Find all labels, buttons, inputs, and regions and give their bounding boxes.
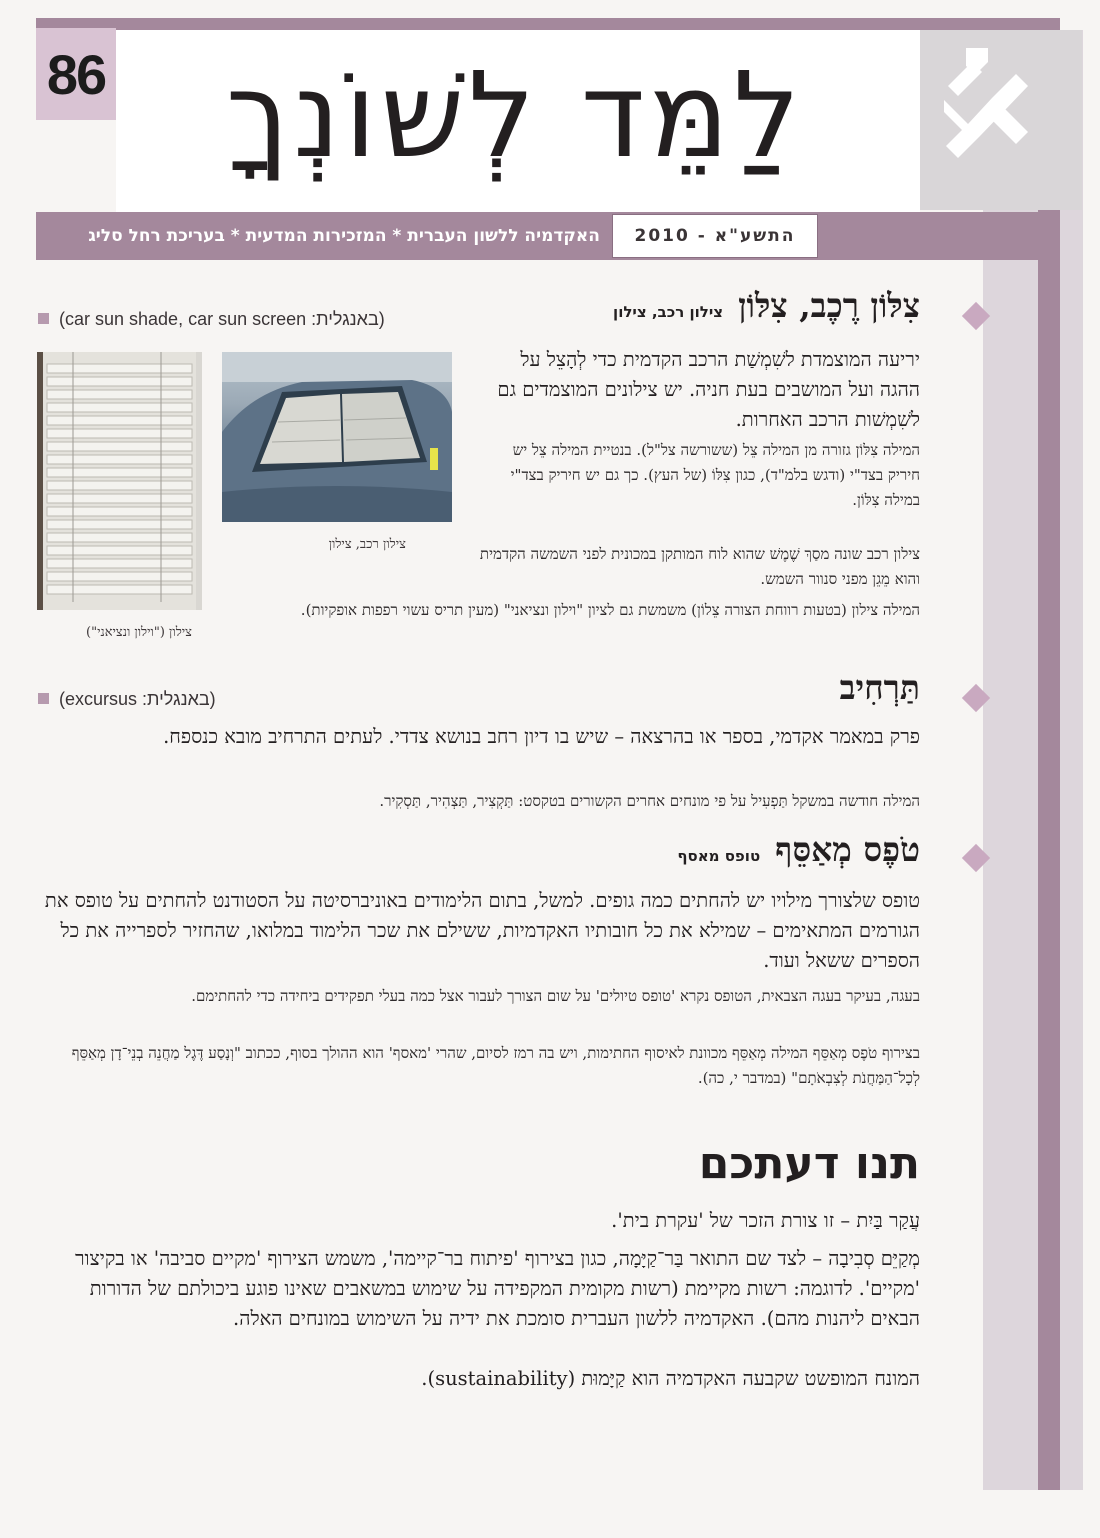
section-paragraph: מְקַיֵּם סְבִיבָה – לצד שם התואר בַּר־קַיָּמָה, כגון בצירוף 'פיתוח בר־קיימה', משמש הצירוף 'מקיים סביבה' או בקיצור 'מקיים'. לדוגמה: רשות מקיימת (רשות מקומית המקפידה על שימוש במשאבים שאינו פוגע ביכולתם של הדורות הבאים ליהנות מהם). האקדמיה ללשון העברית סומכת את ידיה על השימוש במונחים האלה. xyxy=(74,1247,920,1330)
newsletter-title: לַמֵּד לְשׁוֹנְךָ xyxy=(225,46,805,184)
entry-headword-plain: טופס מאסף xyxy=(677,847,761,865)
issue-year: התשע"א - 2010 xyxy=(612,214,818,258)
entry-note: צילון רכב שונה מסַךְ שֶׁמֶשׁ שהוא לוח המותקן במכונית לפני השמשה הקדמית והוא מֵגֵן מפני סנוור השמש. xyxy=(479,545,920,588)
entry-header xyxy=(470,286,920,342)
photo-caption: צילון ("וילון ונציאני") xyxy=(86,625,192,640)
entry-headword: תַּרְחִיב xyxy=(839,668,920,707)
entry-headword: טֹפֶס מְאַסֵּף xyxy=(775,830,920,869)
page-number: 86 xyxy=(46,43,106,106)
car-sunshade-photo xyxy=(222,352,452,522)
square-bullet-icon xyxy=(38,693,49,704)
photo-caption: צילון רכב, צילון xyxy=(328,537,406,552)
english-equivalent: (באנגלית: excursus) xyxy=(38,689,216,710)
entry-header xyxy=(500,830,920,882)
publisher-line: האקדמיה ללשון העברית * המזכירות המדעית * בעריכת רחל סליג xyxy=(88,226,600,246)
venetian-blinds-photo xyxy=(37,352,202,610)
entry-note: בעגה, בעיקר בעגה הצבאית, הטופס נקרא 'טופס טיולים' על שום הצורך לעבור אצל כמה בעלי תפקידים ביחידה כדי להחתימם. xyxy=(191,987,920,1005)
entry-definition: טופס שלצורך מילויו יש להחתים כמה גופים. למשל, בתום הלימודים באוניברסיטה על הסטודנט להחתים על טופס את הגורמים המתאימים – שמילא את כל חובותיו האקדמיות, ששילם את שכר הלימוד במלואו, שהחזיר לספרייה את כל הספרים ששאל ועוד. xyxy=(44,889,920,972)
entry-definition: פרק במאמר אקדמי, בספר או בהרצאה – שיש בו דיון רחב בנושא צדדי. לעתים התרחיב מובא כנספח. xyxy=(163,725,920,748)
section-title: תנו דעתכם xyxy=(698,1138,920,1189)
square-bullet-icon xyxy=(38,313,49,324)
entry-note: המילה צילון (בטעות רווחת הצורה צֵלוֹן) משמשת גם לציון "וילון ונציאני" (מעין תריס עשוי רפפות אופקיות). xyxy=(300,601,920,619)
entry-headword: צִלּוֹן רֶכֶב, צִלּוֹן xyxy=(738,286,920,325)
entry-headword-plain: צילון רכב, צילון xyxy=(613,303,724,321)
entry-definition: יריעה המוצמדת לשִׁמְשַׁת הרכב הקדמית כדי לְהָצֵל על ההגה ועל המושבים בעת חניה. יש צילונים המוצמדים גם לשִׁמְשׁות הרכב האחרות. xyxy=(497,348,920,431)
alef-lamed-logo-icon xyxy=(930,38,1040,188)
entry-note: המילה צִלּוֹן גזורה מן המילה צֵל (ששורשה צל"ל). בנטיית המילה צֵל יש חיריק בצד"י (ודגש בלמ"ד), כגון צִלּוֹ (של העץ). כך גם יש חיריק בצד"י במילה צִלּוֹן. xyxy=(510,441,920,509)
section-item: עֲקַר בַּיִת – זו צורת הזכר של 'עקרת בית'. xyxy=(611,1209,920,1232)
english-equivalent: (באנגלית: car sun shade, car sun screen) xyxy=(38,309,385,330)
header-top-bar xyxy=(36,18,1060,30)
entry-header xyxy=(600,668,920,718)
section-item: המונח המופשט שקבעה האקדמיה הוא קַיָּמוּת (sustainability). xyxy=(421,1367,920,1390)
entry-note: המילה חודשה במשקל תַּפְעִיל על פי מונחים אחרים הקשורים בטקסט: תַּקְצִיר, תַּצְהִיר, תַּסְקִיר. xyxy=(379,792,920,810)
entry-note: בצירוף טֹפֶס מְאַסֵּף המילה מְאַסֵּף מכוונת לאיסוף החתימות, ויש בה רמז לסיום, שהרי 'מאסף' הוא ההולך בסוף, ככתוב "וְנָסַע דֶּגֶל מַחֲנֵה בְנֵי־דָן מְאַסֵּף לְכָל־הַמַּחֲנֹת לְצִבְאֹתָם" (במדבר י, כה). xyxy=(71,1044,920,1087)
